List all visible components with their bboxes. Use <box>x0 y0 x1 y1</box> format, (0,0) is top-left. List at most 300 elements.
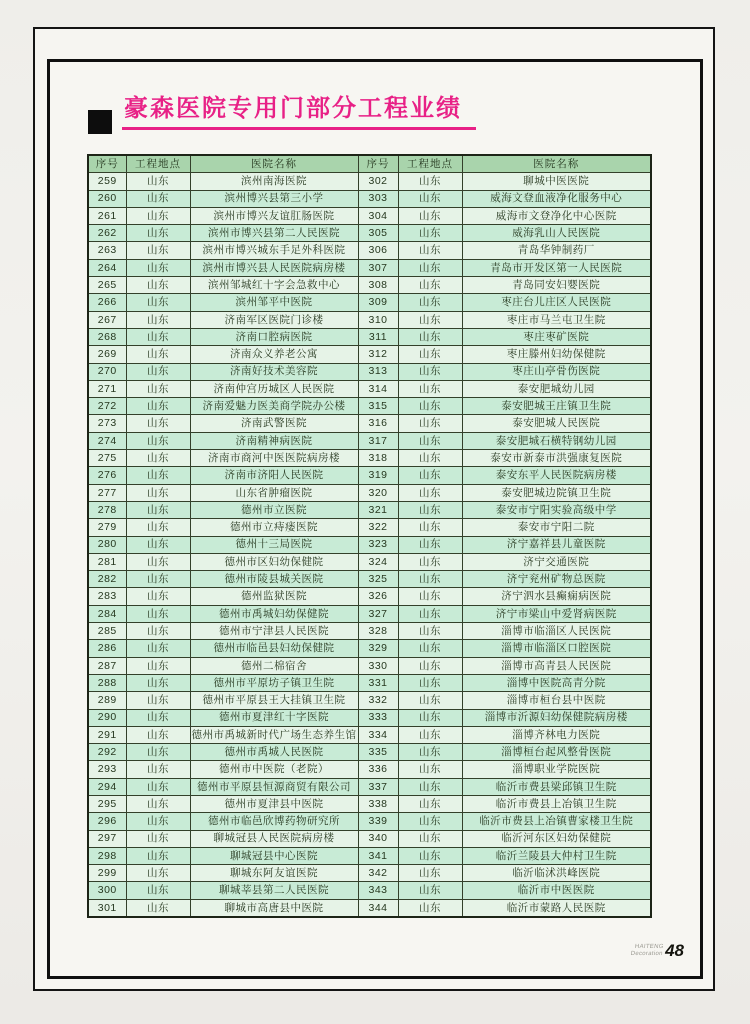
serial-cell: 320 <box>358 484 398 501</box>
serial-cell: 310 <box>358 311 398 328</box>
location-cell: 山东 <box>398 657 462 674</box>
hospital-name-cell: 淄博齐林电力医院 <box>462 726 651 743</box>
serial-cell: 273 <box>88 415 126 432</box>
location-cell: 山东 <box>126 553 190 570</box>
serial-cell: 342 <box>358 865 398 882</box>
serial-cell: 306 <box>358 242 398 259</box>
hospital-name-cell: 泰安市宁阳实验高级中学 <box>462 501 651 518</box>
table-row <box>88 813 651 830</box>
location-cell: 山东 <box>126 398 190 415</box>
table-row <box>88 173 651 190</box>
serial-cell: 334 <box>358 726 398 743</box>
location-cell: 山东 <box>126 657 190 674</box>
title-square-bullet <box>88 110 112 134</box>
location-cell: 山东 <box>398 519 462 536</box>
hospital-name-cell: 德州市禹城人民医院 <box>190 744 358 761</box>
table-row <box>88 761 651 778</box>
serial-cell: 301 <box>88 899 126 917</box>
location-cell: 山东 <box>126 778 190 795</box>
location-cell: 山东 <box>398 380 462 397</box>
table-row <box>88 380 651 397</box>
hospital-name-cell: 威海文登血液净化服务中心 <box>462 190 651 207</box>
location-cell: 山东 <box>126 571 190 588</box>
serial-cell: 309 <box>358 294 398 311</box>
hospital-name-cell: 青岛华钟制药厂 <box>462 242 651 259</box>
table-row <box>88 346 651 363</box>
hospital-name-cell: 德州市临邑县妇幼保健院 <box>190 640 358 657</box>
location-cell: 山东 <box>126 899 190 917</box>
location-cell: 山东 <box>398 623 462 640</box>
serial-cell: 323 <box>358 536 398 553</box>
hospital-name-cell: 泰安肥城边院镇卫生院 <box>462 484 651 501</box>
hospital-name-cell: 威海市文登净化中心医院 <box>462 207 651 224</box>
table-row <box>88 882 651 899</box>
page-footer <box>630 940 684 960</box>
hospital-name-cell: 青岛同安妇婴医院 <box>462 277 651 294</box>
serial-cell: 265 <box>88 277 126 294</box>
serial-cell: 280 <box>88 536 126 553</box>
serial-cell: 336 <box>358 761 398 778</box>
location-cell: 山东 <box>398 363 462 380</box>
location-cell: 山东 <box>398 553 462 570</box>
brand-mark <box>630 944 664 958</box>
hospital-name-cell: 聊城中医医院 <box>462 173 651 190</box>
hospital-name-cell: 枣庄滕州妇幼保健院 <box>462 346 651 363</box>
hospital-name-cell: 山东省肿瘤医院 <box>190 484 358 501</box>
hospital-name-cell: 临沂市费县梁邱镇卫生院 <box>462 778 651 795</box>
location-cell: 山东 <box>398 726 462 743</box>
location-cell: 山东 <box>126 190 190 207</box>
serial-cell: 271 <box>88 380 126 397</box>
serial-cell: 307 <box>358 259 398 276</box>
table-row <box>88 553 651 570</box>
location-cell: 山东 <box>398 294 462 311</box>
serial-cell: 304 <box>358 207 398 224</box>
serial-cell: 295 <box>88 795 126 812</box>
serial-cell: 276 <box>88 467 126 484</box>
table-row <box>88 623 651 640</box>
hospital-name-cell: 泰安市宁阳二院 <box>462 519 651 536</box>
hospital-name-cell: 枣庄台儿庄区人民医院 <box>462 294 651 311</box>
table-row <box>88 467 651 484</box>
table-row <box>88 605 651 622</box>
hospital-name-cell: 济南口腔病医院 <box>190 328 358 345</box>
hospital-name-cell: 临沂市费县上冶镇曹家楼卫生院 <box>462 813 651 830</box>
hospital-name-cell: 德州市陵县城关医院 <box>190 571 358 588</box>
location-cell: 山东 <box>126 674 190 691</box>
location-cell: 山东 <box>126 294 190 311</box>
hospital-name-cell: 临沂市中医医院 <box>462 882 651 899</box>
location-cell: 山东 <box>126 450 190 467</box>
hospital-name-cell: 淄博市沂源妇幼保健院病房楼 <box>462 709 651 726</box>
table-row <box>88 225 651 242</box>
location-cell: 山东 <box>126 744 190 761</box>
location-cell: 山东 <box>398 744 462 761</box>
location-cell: 山东 <box>126 225 190 242</box>
table-row <box>88 415 651 432</box>
serial-cell: 330 <box>358 657 398 674</box>
serial-cell: 319 <box>358 467 398 484</box>
hospital-name-cell: 济南武警医院 <box>190 415 358 432</box>
location-cell: 山东 <box>398 398 462 415</box>
location-cell: 山东 <box>126 501 190 518</box>
location-cell: 山东 <box>126 588 190 605</box>
hospital-name-cell: 德州市立痔瘘医院 <box>190 519 358 536</box>
hospital-name-cell: 滨州市博兴县人民医院病房楼 <box>190 259 358 276</box>
location-cell: 山东 <box>126 207 190 224</box>
serial-cell: 285 <box>88 623 126 640</box>
location-cell: 山东 <box>126 882 190 899</box>
location-cell: 山东 <box>398 501 462 518</box>
hospital-name-cell: 德州市夏津县中医院 <box>190 795 358 812</box>
serial-cell: 335 <box>358 744 398 761</box>
hospital-name-cell: 德州市禹城妇幼保健院 <box>190 605 358 622</box>
serial-cell: 305 <box>358 225 398 242</box>
location-cell: 山东 <box>398 571 462 588</box>
location-cell: 山东 <box>126 173 190 190</box>
hospital-name-cell: 济南仲宫历城区人民医院 <box>190 380 358 397</box>
location-cell: 山东 <box>398 865 462 882</box>
table-row <box>88 571 651 588</box>
serial-cell: 281 <box>88 553 126 570</box>
serial-cell: 262 <box>88 225 126 242</box>
location-cell: 山东 <box>398 190 462 207</box>
serial-cell: 279 <box>88 519 126 536</box>
serial-cell: 282 <box>88 571 126 588</box>
hospital-name-cell: 滨州邹城红十字会急救中心 <box>190 277 358 294</box>
page-number: 48 <box>665 940 684 960</box>
hospital-name-cell: 德州监狱医院 <box>190 588 358 605</box>
inner-frame <box>47 59 703 979</box>
hospital-name-cell: 滨州市博兴友谊肛肠医院 <box>190 207 358 224</box>
hospital-name-cell: 枣庄枣矿医院 <box>462 328 651 345</box>
table-row <box>88 640 651 657</box>
location-cell: 山东 <box>126 813 190 830</box>
hospital-name-cell: 临沂临沭洪峰医院 <box>462 865 651 882</box>
projects-table <box>87 154 652 918</box>
hospital-name-cell: 德州市宁津县人民医院 <box>190 623 358 640</box>
serial-cell: 296 <box>88 813 126 830</box>
hospital-name-cell: 济南市济阳人民医院 <box>190 467 358 484</box>
hospital-name-cell: 滨州南海医院 <box>190 173 358 190</box>
location-cell: 山东 <box>126 847 190 864</box>
hospital-name-cell: 济南爱魅力医美商学院办公楼 <box>190 398 358 415</box>
hospital-name-cell: 德州市平原坊子镇卫生院 <box>190 674 358 691</box>
hospital-name-cell: 淄博市临淄区口腔医院 <box>462 640 651 657</box>
location-cell: 山东 <box>126 605 190 622</box>
hospital-name-cell: 德州二棉宿舍 <box>190 657 358 674</box>
serial-cell: 269 <box>88 346 126 363</box>
serial-cell: 340 <box>358 830 398 847</box>
serial-cell: 313 <box>358 363 398 380</box>
hospital-name-cell: 济宁嘉祥县儿童医院 <box>462 536 651 553</box>
table-row <box>88 692 651 709</box>
serial-cell: 321 <box>358 501 398 518</box>
header-hospital-right: 医院名称 <box>462 155 651 173</box>
serial-cell: 275 <box>88 450 126 467</box>
location-cell: 山东 <box>398 588 462 605</box>
serial-cell: 322 <box>358 519 398 536</box>
location-cell: 山东 <box>126 761 190 778</box>
serial-cell: 344 <box>358 899 398 917</box>
header-hospital-left: 医院名称 <box>190 155 358 173</box>
header-location-right: 工程地点 <box>398 155 462 173</box>
location-cell: 山东 <box>398 536 462 553</box>
serial-cell: 312 <box>358 346 398 363</box>
hospital-name-cell: 临沂市蒙路人民医院 <box>462 899 651 917</box>
serial-cell: 303 <box>358 190 398 207</box>
serial-cell: 332 <box>358 692 398 709</box>
serial-cell: 266 <box>88 294 126 311</box>
title-block <box>88 96 476 130</box>
location-cell: 山东 <box>398 225 462 242</box>
hospital-name-cell: 聊城东阿友谊医院 <box>190 865 358 882</box>
hospital-name-cell: 德州市中医院（老院） <box>190 761 358 778</box>
serial-cell: 299 <box>88 865 126 882</box>
hospital-name-cell: 滨州博兴县第三小学 <box>190 190 358 207</box>
hospital-name-cell: 泰安肥城人民医院 <box>462 415 651 432</box>
serial-cell: 318 <box>358 450 398 467</box>
location-cell: 山东 <box>398 328 462 345</box>
header-serial-right: 序号 <box>358 155 398 173</box>
location-cell: 山东 <box>126 380 190 397</box>
serial-cell: 283 <box>88 588 126 605</box>
location-cell: 山东 <box>126 363 190 380</box>
location-cell: 山东 <box>126 311 190 328</box>
location-cell: 山东 <box>126 242 190 259</box>
table-row <box>88 190 651 207</box>
location-cell: 山东 <box>398 277 462 294</box>
table-row <box>88 398 651 415</box>
hospital-name-cell: 滨州市博兴城东手足外科医院 <box>190 242 358 259</box>
serial-cell: 288 <box>88 674 126 691</box>
location-cell: 山东 <box>126 328 190 345</box>
serial-cell: 317 <box>358 432 398 449</box>
location-cell: 山东 <box>126 726 190 743</box>
hospital-name-cell: 德州市区妇幼保健院 <box>190 553 358 570</box>
hospital-name-cell: 淄博职业学院医院 <box>462 761 651 778</box>
serial-cell: 277 <box>88 484 126 501</box>
table-row <box>88 311 651 328</box>
hospital-name-cell: 临沂市费县上冶镇卫生院 <box>462 795 651 812</box>
location-cell: 山东 <box>126 709 190 726</box>
location-cell: 山东 <box>398 813 462 830</box>
hospital-name-cell: 滨州市博兴县第二人民医院 <box>190 225 358 242</box>
location-cell: 山东 <box>126 795 190 812</box>
table-row <box>88 778 651 795</box>
hospital-name-cell: 青岛市开发区第一人民医院 <box>462 259 651 276</box>
hospital-name-cell: 聊城冠县中心医院 <box>190 847 358 864</box>
location-cell: 山东 <box>398 899 462 917</box>
table-row <box>88 277 651 294</box>
serial-cell: 338 <box>358 795 398 812</box>
table-row <box>88 865 651 882</box>
serial-cell: 343 <box>358 882 398 899</box>
hospital-name-cell: 淄博中医院高青分院 <box>462 674 651 691</box>
serial-cell: 331 <box>358 674 398 691</box>
location-cell: 山东 <box>398 830 462 847</box>
hospital-name-cell: 济宁泗水县癫痫病医院 <box>462 588 651 605</box>
hospital-name-cell: 济南精神病医院 <box>190 432 358 449</box>
serial-cell: 333 <box>358 709 398 726</box>
location-cell: 山东 <box>398 605 462 622</box>
location-cell: 山东 <box>126 346 190 363</box>
hospital-name-cell: 济宁交通医院 <box>462 553 651 570</box>
hospital-name-cell: 临沂兰陵县大仲村卫生院 <box>462 847 651 864</box>
table-row <box>88 588 651 605</box>
serial-cell: 300 <box>88 882 126 899</box>
hospital-name-cell: 德州市平原县恒源商贸有限公司 <box>190 778 358 795</box>
location-cell: 山东 <box>398 432 462 449</box>
table-row <box>88 294 651 311</box>
table-header-row <box>88 155 651 173</box>
location-cell: 山东 <box>398 674 462 691</box>
table-row <box>88 259 651 276</box>
location-cell: 山东 <box>126 484 190 501</box>
hospital-name-cell: 德州市平原县王大挂镇卫生院 <box>190 692 358 709</box>
location-cell: 山东 <box>126 415 190 432</box>
hospital-name-cell: 泰安肥城王庄镇卫生院 <box>462 398 651 415</box>
serial-cell: 289 <box>88 692 126 709</box>
header-serial-left: 序号 <box>88 155 126 173</box>
serial-cell: 308 <box>358 277 398 294</box>
location-cell: 山东 <box>398 415 462 432</box>
table-row <box>88 328 651 345</box>
serial-cell: 302 <box>358 173 398 190</box>
hospital-name-cell: 淄博市高青县人民医院 <box>462 657 651 674</box>
hospital-name-cell: 聊城冠县人民医院病房楼 <box>190 830 358 847</box>
serial-cell: 264 <box>88 259 126 276</box>
brand-line-top: HAITENG <box>634 943 665 950</box>
hospital-name-cell: 滨州邹平中医院 <box>190 294 358 311</box>
table-row <box>88 830 651 847</box>
table-row <box>88 709 651 726</box>
serial-cell: 298 <box>88 847 126 864</box>
serial-cell: 259 <box>88 173 126 190</box>
location-cell: 山东 <box>398 467 462 484</box>
serial-cell: 329 <box>358 640 398 657</box>
serial-cell: 315 <box>358 398 398 415</box>
hospital-name-cell: 淄博市桓台县中医院 <box>462 692 651 709</box>
serial-cell: 284 <box>88 605 126 622</box>
location-cell: 山东 <box>398 242 462 259</box>
header-location-left: 工程地点 <box>126 155 190 173</box>
serial-cell: 314 <box>358 380 398 397</box>
serial-cell: 268 <box>88 328 126 345</box>
serial-cell: 260 <box>88 190 126 207</box>
serial-cell: 324 <box>358 553 398 570</box>
location-cell: 山东 <box>126 640 190 657</box>
hospital-name-cell: 德州十三局医院 <box>190 536 358 553</box>
location-cell: 山东 <box>126 467 190 484</box>
hospital-name-cell: 济南军区医院门诊楼 <box>190 311 358 328</box>
location-cell: 山东 <box>398 311 462 328</box>
location-cell: 山东 <box>126 623 190 640</box>
location-cell: 山东 <box>398 484 462 501</box>
hospital-name-cell: 泰安东平人民医院病房楼 <box>462 467 651 484</box>
hospital-name-cell: 泰安肥城幼儿园 <box>462 380 651 397</box>
hospital-name-cell: 淄博市临淄区人民医院 <box>462 623 651 640</box>
serial-cell: 272 <box>88 398 126 415</box>
table-row <box>88 242 651 259</box>
location-cell: 山东 <box>126 692 190 709</box>
location-cell: 山东 <box>126 519 190 536</box>
serial-cell: 326 <box>358 588 398 605</box>
hospital-name-cell: 泰安肥城石横特钢幼儿园 <box>462 432 651 449</box>
hospital-name-cell: 聊城莘县第二人民医院 <box>190 882 358 899</box>
location-cell: 山东 <box>398 847 462 864</box>
location-cell: 山东 <box>126 830 190 847</box>
location-cell: 山东 <box>398 795 462 812</box>
hospital-name-cell: 德州市立医院 <box>190 501 358 518</box>
outer-frame <box>33 27 715 991</box>
table-row <box>88 207 651 224</box>
table-row <box>88 847 651 864</box>
table-row <box>88 450 651 467</box>
location-cell: 山东 <box>398 778 462 795</box>
table-row <box>88 899 651 917</box>
location-cell: 山东 <box>126 277 190 294</box>
location-cell: 山东 <box>398 709 462 726</box>
location-cell: 山东 <box>126 259 190 276</box>
hospital-name-cell: 聊城市高唐县中医院 <box>190 899 358 917</box>
serial-cell: 293 <box>88 761 126 778</box>
serial-cell: 339 <box>358 813 398 830</box>
page-title: 豪森医院专用门部分工程业绩 <box>122 96 476 130</box>
hospital-name-cell: 德州市临邑欣博药物研究所 <box>190 813 358 830</box>
table-row <box>88 657 651 674</box>
serial-cell: 287 <box>88 657 126 674</box>
hospital-name-cell: 德州市禹城新时代广场生态养生馆 <box>190 726 358 743</box>
table-row <box>88 501 651 518</box>
hospital-name-cell: 济南市商河中医医院病房楼 <box>190 450 358 467</box>
table-row <box>88 519 651 536</box>
table-row <box>88 536 651 553</box>
hospital-name-cell: 济南好技术美容院 <box>190 363 358 380</box>
location-cell: 山东 <box>398 173 462 190</box>
serial-cell: 327 <box>358 605 398 622</box>
serial-cell: 328 <box>358 623 398 640</box>
table-row <box>88 674 651 691</box>
table-row <box>88 744 651 761</box>
hospital-name-cell: 临沂河东区妇幼保健院 <box>462 830 651 847</box>
serial-cell: 290 <box>88 709 126 726</box>
serial-cell: 297 <box>88 830 126 847</box>
serial-cell: 286 <box>88 640 126 657</box>
table-row <box>88 726 651 743</box>
location-cell: 山东 <box>398 761 462 778</box>
serial-cell: 267 <box>88 311 126 328</box>
table-row <box>88 484 651 501</box>
hospital-name-cell: 淄博桓台起风整骨医院 <box>462 744 651 761</box>
location-cell: 山东 <box>398 882 462 899</box>
serial-cell: 261 <box>88 207 126 224</box>
location-cell: 山东 <box>126 865 190 882</box>
table-row <box>88 795 651 812</box>
serial-cell: 278 <box>88 501 126 518</box>
serial-cell: 316 <box>358 415 398 432</box>
hospital-name-cell: 威海乳山人民医院 <box>462 225 651 242</box>
hospital-name-cell: 泰安市新泰市洪强康复医院 <box>462 450 651 467</box>
serial-cell: 325 <box>358 571 398 588</box>
serial-cell: 294 <box>88 778 126 795</box>
location-cell: 山东 <box>398 640 462 657</box>
serial-cell: 311 <box>358 328 398 345</box>
location-cell: 山东 <box>126 536 190 553</box>
serial-cell: 274 <box>88 432 126 449</box>
hospital-name-cell: 济南众义养老公寓 <box>190 346 358 363</box>
location-cell: 山东 <box>398 692 462 709</box>
